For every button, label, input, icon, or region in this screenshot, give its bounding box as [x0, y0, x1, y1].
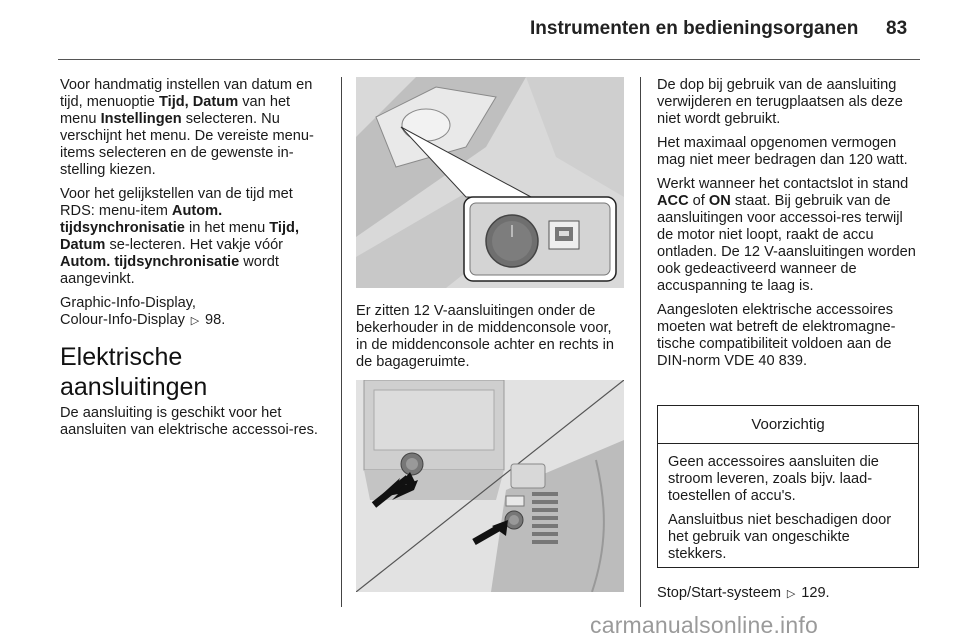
caution-body [658, 444, 918, 563]
caution-box [657, 405, 919, 568]
figure-caption: Er zitten 12 V-aansluitingen onder de bekerhouder in de middenconsole voor, in de middenconsole achter en rechts in de bagageruimte. [356, 303, 614, 370]
paragraph-display-ref: Graphic-Info-Display, Colour-Info-Display ▷ 98. [60, 295, 226, 328]
paragraph-cap: De dop bij gebruik van de aansluiting verwijderen en terugplaatsen als deze niet wordt gebruikt. [657, 77, 903, 127]
page-reference[interactable]: 129. [797, 585, 830, 601]
page-title: Instrumenten en bedieningsorganen [530, 18, 859, 39]
menu-term: Tijd, Datum [60, 220, 299, 253]
column-middle [356, 303, 624, 378]
ignition-term: ON [708, 193, 731, 209]
menu-term: Autom. tijdsynchronisatie [60, 254, 240, 270]
watermark: carmanualsonline.info [590, 612, 818, 638]
menu-term: Autom. tijdsynchronisatie [60, 203, 223, 236]
caution-text: Geen accessoires aansluiten die stroom leveren, zoals bijv. laad-toestellen of accu's. [668, 454, 879, 504]
page-ref-arrow-icon: ▷ [786, 588, 796, 600]
page-number: 83 [886, 18, 908, 39]
page-ref-arrow-icon: ▷ [190, 315, 200, 327]
illustration-console-trunk-sockets [356, 380, 624, 592]
page-reference[interactable]: 98. [200, 312, 226, 328]
section-heading: Elektrische aansluitingen [60, 343, 208, 401]
column-left [60, 77, 328, 446]
caution-text: Aansluitbus niet beschadigen door het gebruik van ongeschikte stekkers. [668, 512, 892, 562]
figure-console-and-trunk-sockets [356, 380, 624, 592]
figure-cupholder-socket [356, 77, 624, 288]
menu-term: Instellingen [100, 111, 182, 127]
paragraph-rds-sync: Voor het gelijkstellen van de tijd met RDS: menu-item Autom. tijdsynchronisatie in het menu Tijd, Datum se-lecteren. Het vakje vóór Autom. tijdsynchronisatie wordt aangevinkt. [60, 186, 299, 287]
column-divider-left [341, 77, 342, 607]
stop-start-reference: Stop/Start-systeem ▷ 129. [657, 585, 830, 601]
illustration-cupholder-socket [356, 77, 624, 288]
column-right [657, 77, 921, 377]
paragraph-emc: Aangesloten elektrische accessoires moeten wat betreft de elektromagne-tische compatibiliteit voldoen aan de DIN-norm VDE 40 839. [657, 302, 896, 369]
header-rule [58, 59, 920, 60]
paragraph-ignition: Werkt wanneer het contactslot in stand ACC of ON staat. Bij gebruik van de aansluitingen voor accessoi-res terwijl de motor niet loopt, raakt de accu ontladen. De 12 V-aansluitingen worden ook gedeactiveerd wanneer de accuspanning te laag is. [657, 176, 916, 294]
page-header [0, 0, 960, 62]
caution-heading: Voorzichtig [658, 406, 918, 444]
column-divider-right [640, 77, 641, 607]
ignition-term: ACC [657, 193, 689, 209]
menu-term: Tijd, Datum [158, 94, 239, 110]
paragraph-manual-time: Voor handmatig instellen van datum en tijd, menuoptie Tijd, Datum van het menu Instellingen selecteren. Nu verschijnt het menu. De vereiste menu-items selecteren en de gewenste in-stelling kiezen. [60, 77, 314, 178]
paragraph-max-power: Het maximaal opgenomen vermogen mag niet meer bedragen dan 120 watt. [657, 135, 908, 168]
paragraph-socket-intro: De aansluiting is geschikt voor het aansluiten van elektrische accessoi-res. [60, 405, 318, 438]
